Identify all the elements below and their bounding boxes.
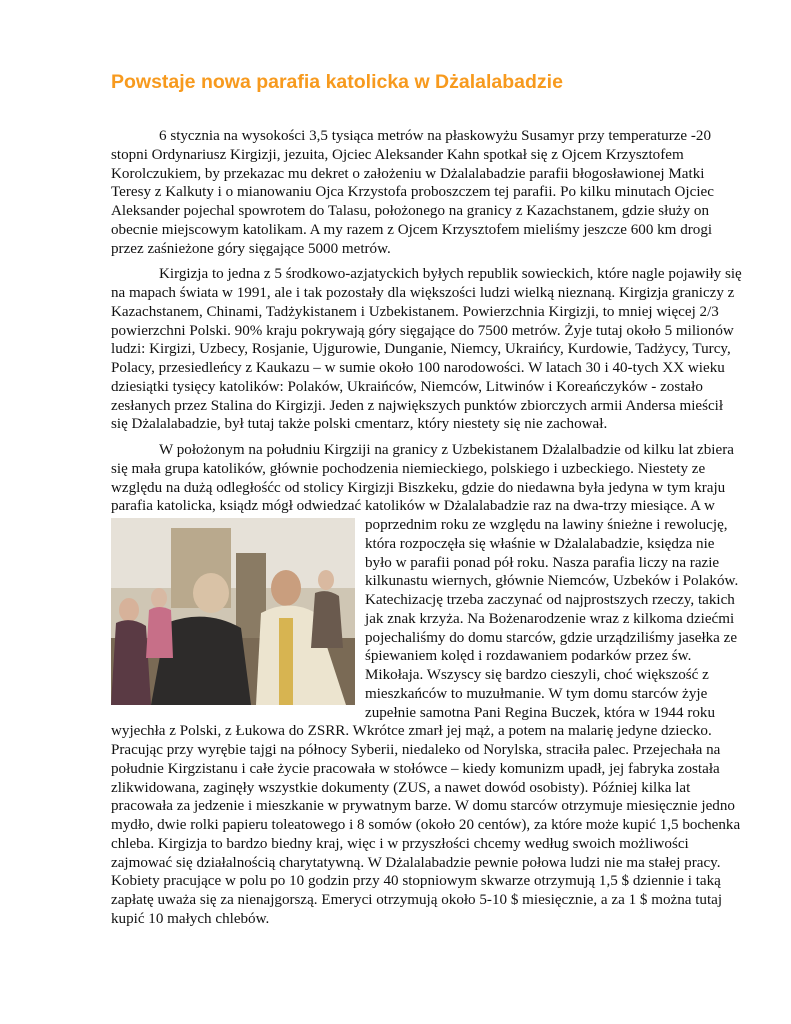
- parish-photo: [111, 518, 355, 705]
- article-title: Powstaje nowa parafia katolicka w Dżalalabadzie: [111, 71, 563, 93]
- article-body: [111, 127, 742, 936]
- paragraph-1: 6 stycznia na wysokości 3,5 tysiąca metrów na płaskowyżu Susamyr przy temperaturze -20 stopni Ordynariusz Kirgizji, jezuita, Ojciec Aleksander Kahn spotkał się z Ojcem Krzysztofem Korolczukiem, by przekazac mu dekret o założeniu w Dżalalabadzie parafii błogosławionej Matki Teresy z Kalkuty i o mianowaniu Ojca Krzystofa proboszczem tej parafii. Po kilku minutach Ojciec Aleksander pojechal spowrotem do Talasu, położonego na granicy z Kazachstanem, gdzie służy on obecnie miejscowym katolikam. A my razem z Ojcem Krzysztofem mieliśmy jeszcze 600 km drogi przez zaśnieżone góry sięgające 5000 metrów.: [111, 128, 714, 257]
- paragraph-3: [111, 441, 742, 929]
- paragraph-3-lead: W położonym na południu Kirgziji na granicy z Uzbekistanem Dżalalbadzie od kilku lat zbiera się mała grupa katolików, głównie pochodzenia niemieckiego, polskiego i uzbeckiego. Niestety ze względu na dużą odległośćc od stolicy Kirgizji Biszkeku, gdzie do niedawna była jedyna w tym kraju parafia katolicka, ksiądz mógł odwiedzać katolików w Dżalalabadzie raz na dwa-trzy: [111, 442, 734, 515]
- paragraph-2: Kirgizja to jedna z 5 środkowo-azjatyckich byłych republik sowieckich, które nagle pojawiły się na mapach świata w 1991, ale i tak pozostały dla większości ludzi wielką nieznaną. Kirgizja graniczy z Kazachstanem, Chinami, Tadżykistanem i Uzbekistanem. Powierzchnia Kirgizji, to mniej więcej 2/3 powierzchni Polski. 90% kraju pokrywają góry sięgające do 7500 metrów. Żyje tutaj około 5 milionów ludzi: Kirgizi, Uzbecy, Rosjanie, Ujgurowie, Dunganie, Niemcy, Ukraińcy, Kurdowie, Tadżycy, Turcy, Polacy, przesiedleńcy z Kaukazu – w sumie około 100 narodowości. W latach 30 i 40-tych XX wieku dziesiątki tysięcy katolików: Polaków, Ukraińców, Niemców, Litwinów i Koreańczyków - zostało zesłanych przez Stalina do Kirgizji. Jeden z największych punktów zbiorczych armii Andersa mieścił się Dżalalabadzie, był tutaj także polski cmentarz, który niestety się nie zachował.: [111, 266, 742, 433]
- paragraph-3-rest: miesiące. A w poprzednim roku ze względu na lawiny śnieżne i rewolucję, która rozpoczęła się właśnie w Dżalalabadzie, księdza nie było w parafii ponad pół roku. Nasza parafia liczy na razie kilkunastu wiernych, głównie Niemców, Uzbeków i Polaków. Katechizację trzeba zaczynać od najprostszych rzeczy, takich jak znak krzyża. Na Bożenarodzenie wraz z kilkoma dziećmi pojechaliśmy do domu starców, gdzie urządziliśmy jasełka ze śpiewaniem kolęd i rozdawaniem podarków przez św. Mikołaja. Wszyscy się bardzo cieszyli, choć większość z mieszkańców to muzułmanie. W tym domu starców żyje zupełnie samotna Pani Regina Buczek, która w 1944 roku wyjechła z Polski, z Łukowa do ZSRR. Wkrótce zmarł jej mąż, a potem na malarię jedyne dziecko. Pracując przy wyrębie tajgi na północy Syberii, niedaleko od Norylska, straciła palec. Przejechała na południe Kirgzistanu i całe życie pracowała w stołówce – kiedy komunizm upadł, jej fabryka została zlikwidowana, zaginęły wszystkie dokumenty (ZUS, a nawet dowód osobisty). Później kilka lat pracowała za jedzenie i mieszkanie w prywatnym barze. W domu starców otrzymuje miesięcznie jedno mydło, dwie rolki papieru toleatowego i 8 somów (około 20 centów), za które może kupić 1,5 bochenka chleba. Kirgizja to bardzo biedny kraj, więc i w przyszłości chcemy według swoich możliwości zajmować się działalnością charytatywną. W Dżalalabadzie pewnie połowa ludzi nie ma stałej pracy. Kobiety pracujące w polu po 10 godzin przy 40 stopniowym skwarze otrzymują 1,5 $ dziennie i taką zapłatę uważa się za nienajgorszą. Emeryci otrzymują około 5-10 $ miesięcznie, a za 1 $ można tutaj kupić 10 małych chlebów.: [111, 498, 741, 927]
